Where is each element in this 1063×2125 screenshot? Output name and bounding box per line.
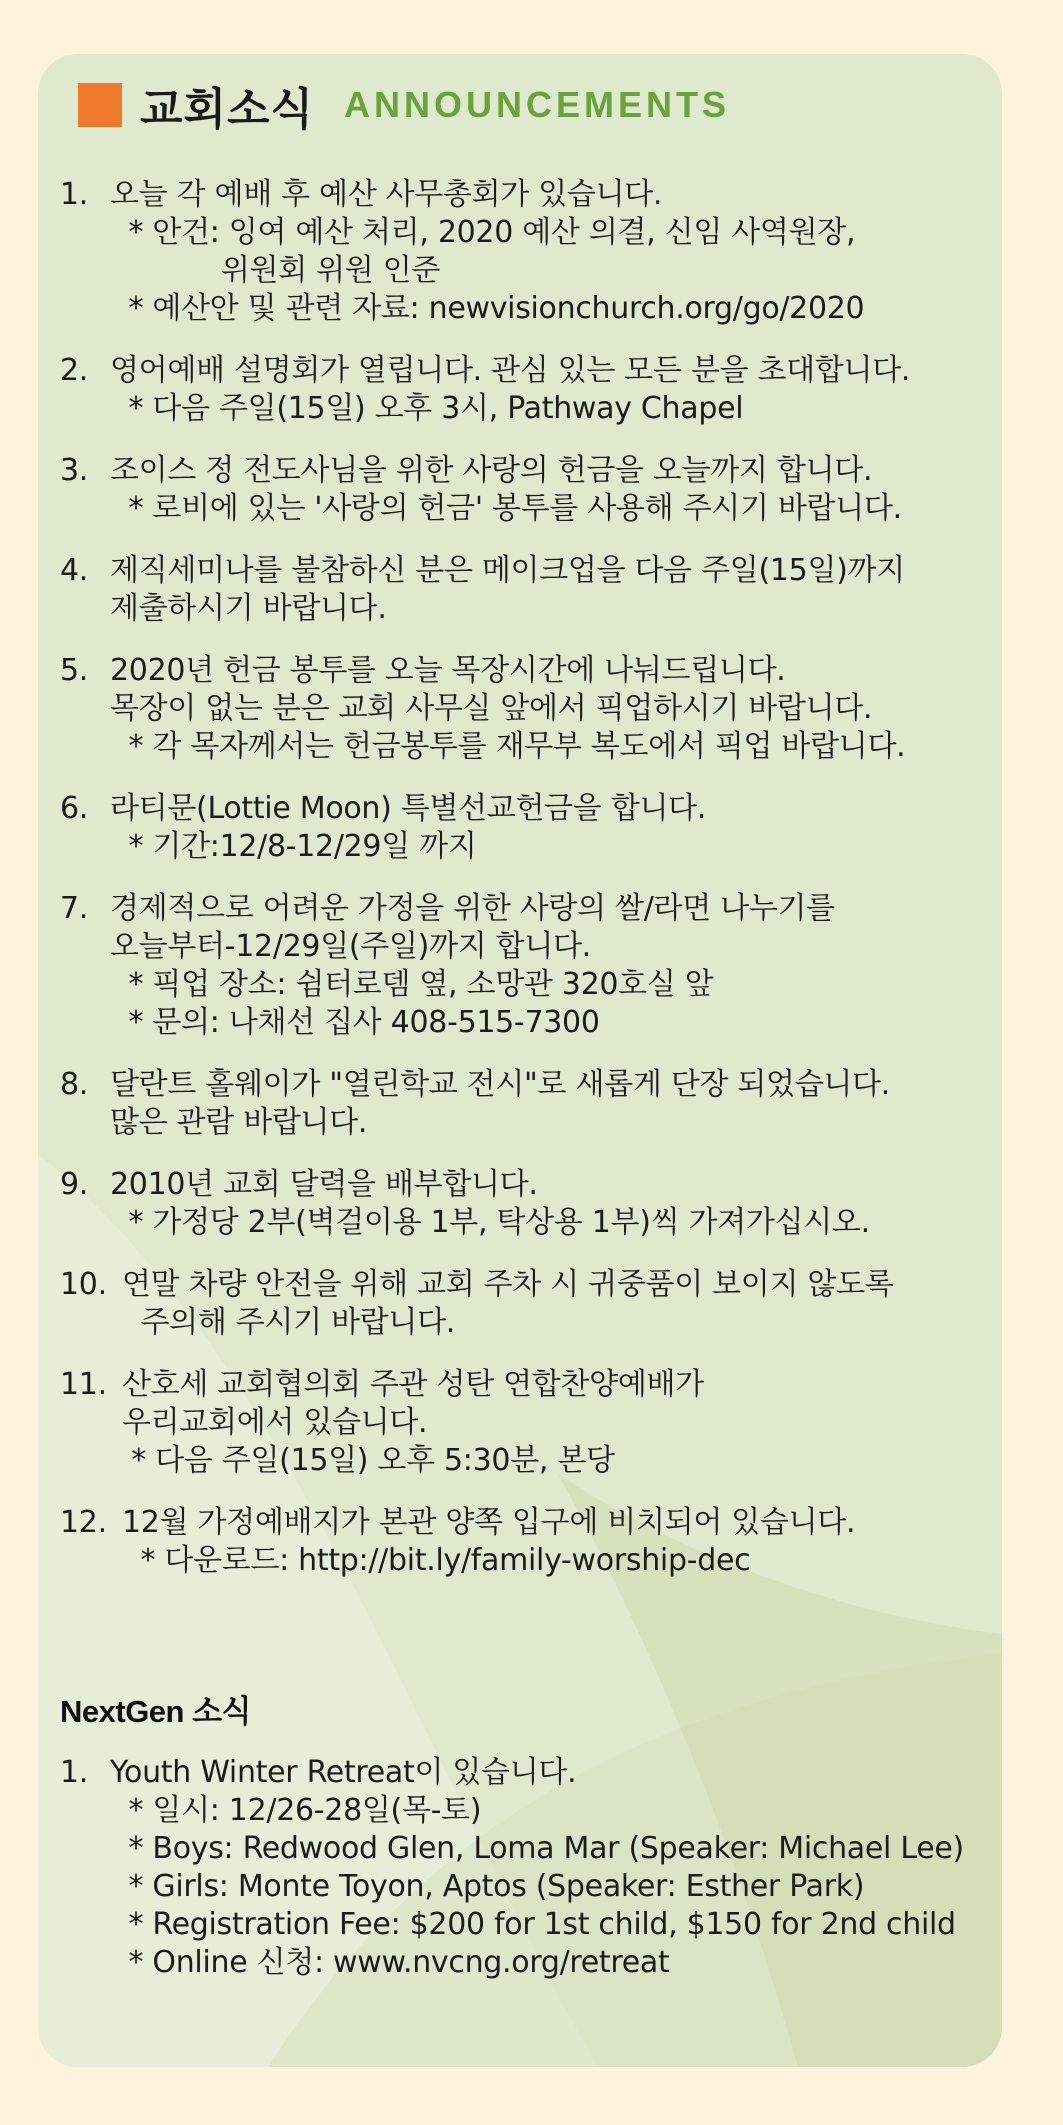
list-item xyxy=(58,652,988,766)
announcements-panel xyxy=(38,54,1002,2067)
item-line: 조이스 정 전도사님을 위한 사랑의 헌금을 오늘까지 합니다. xyxy=(110,453,873,488)
item-line: * 가정당 2부(벽걸이용 1부, 탁상용 1부)씩 가져가십시오. xyxy=(110,1205,870,1240)
item-line: * 다음 주일(15일) 오후 5:30분, 본당 xyxy=(122,1443,615,1478)
item-line: 산호세 교회협의회 주관 성탄 연합찬양예배가 xyxy=(122,1367,704,1402)
list-item xyxy=(58,890,988,1042)
title-english: ANNOUNCEMENTS xyxy=(344,84,731,125)
orange-square-icon xyxy=(78,83,122,127)
item-line: 2010년 교회 달력을 배부합니다. xyxy=(110,1167,538,1202)
item-number: 6. xyxy=(60,791,89,826)
list-item xyxy=(58,1754,988,1982)
item-line: 주의해 주시기 바랍니다. xyxy=(122,1305,455,1340)
announcements-header xyxy=(78,76,730,134)
item-line: * 로비에 있는 '사랑의 헌금' 봉투를 사용해 주시기 바랍니다. xyxy=(110,491,902,526)
list-item xyxy=(58,1366,988,1480)
item-line: * Boys: Redwood Glen, Loma Mar (Speaker: Michael Lee) xyxy=(110,1831,964,1866)
list-item xyxy=(58,352,988,428)
item-line: * Registration Fee: $200 for 1st child, $150 for 2nd child xyxy=(110,1907,956,1942)
item-line: 연말 차량 안전을 위해 교회 주차 시 귀중품이 보이지 않도록 xyxy=(122,1267,894,1302)
list-item xyxy=(58,1166,988,1242)
item-line: 오늘 각 예배 후 예산 사무총회가 있습니다. xyxy=(110,177,663,212)
nextgen-section-title: NextGen 소식 xyxy=(60,1694,251,1729)
item-line: 오늘부터-12/29일(주일)까지 합니다. xyxy=(110,929,591,964)
item-line: * Girls: Monte Toyon, Aptos (Speaker: Esther Park) xyxy=(110,1869,865,1904)
item-line: 많은 관람 바랍니다. xyxy=(110,1105,368,1140)
item-line: * 각 목자께서는 헌금봉투를 재무부 복도에서 픽업 바랍니다. xyxy=(110,729,906,764)
item-line: 제직세미나를 불참하신 분은 메이크업을 다음 주일(15일)까지 xyxy=(110,553,905,588)
item-line: 영어예배 설명회가 열립니다. 관심 있는 모든 분을 초대합니다. xyxy=(110,353,911,388)
item-line: * 다음 주일(15일) 오후 3시, Pathway Chapel xyxy=(110,391,744,426)
list-item xyxy=(58,1266,988,1342)
item-line: Youth Winter Retreat이 있습니다. xyxy=(110,1755,577,1790)
item-number: 7. xyxy=(60,891,89,926)
item-number: 12. xyxy=(60,1505,107,1540)
item-number: 8. xyxy=(60,1067,89,1102)
item-number: 2. xyxy=(60,353,89,388)
item-line: 달란트 홀웨이가 "열린학교 전시"로 새롭게 단장 되었습니다. xyxy=(110,1067,890,1102)
item-line: * 다운로드: http://bit.ly/family-worship-dec xyxy=(122,1543,751,1578)
item-line: 우리교회에서 있습니다. xyxy=(122,1405,428,1440)
item-line: * 일시: 12/26-28일(목-토) xyxy=(110,1793,482,1828)
item-line: 제출하시기 바랍니다. xyxy=(110,591,387,626)
item-line: * 픽업 장소: 쉼터로뎀 옆, 소망관 320호실 앞 xyxy=(110,967,714,1002)
item-line: * 문의: 나채선 집사 408-515-7300 xyxy=(110,1005,600,1040)
list-item xyxy=(58,1066,988,1142)
item-number: 5. xyxy=(60,653,89,688)
item-line: * 안건: 잉여 예산 처리, 2020 예산 의결, 신임 사역원장, xyxy=(110,215,856,250)
item-number: 1. xyxy=(60,1755,89,1790)
list-item xyxy=(58,790,988,866)
item-line: * 기간:12/8-12/29일 까지 xyxy=(110,829,477,864)
item-number: 10. xyxy=(60,1267,107,1302)
announcement-list xyxy=(58,176,988,1604)
list-item xyxy=(58,452,988,528)
item-number: 4. xyxy=(60,553,89,588)
list-item xyxy=(58,176,988,328)
item-line: 2020년 헌금 봉투를 오늘 목장시간에 나눠드립니다. xyxy=(110,653,786,688)
item-number: 9. xyxy=(60,1167,89,1202)
item-line: * 예산안 및 관련 자료: newvisionchurch.org/go/2020 xyxy=(110,291,865,326)
list-item xyxy=(58,1504,988,1580)
list-item xyxy=(58,552,988,628)
item-line: 경제적으로 어려운 가정을 위한 사랑의 쌀/라면 나누기를 xyxy=(110,891,835,926)
item-line: 12월 가정예배지가 본관 양쪽 입구에 비치되어 있습니다. xyxy=(122,1505,856,1540)
item-line: 목장이 없는 분은 교회 사무실 앞에서 픽업하시기 바랍니다. xyxy=(110,691,873,726)
nextgen-list xyxy=(58,1754,988,2006)
item-line: 위원회 위원 인준 xyxy=(110,253,441,288)
title-korean: 교회소식 xyxy=(140,84,315,135)
item-number: 1. xyxy=(60,177,89,212)
item-line: * Online 신청: www.nvcng.org/retreat xyxy=(110,1945,670,1980)
item-line: 라티문(Lottie Moon) 특별선교헌금을 합니다. xyxy=(110,791,707,826)
item-number: 11. xyxy=(60,1367,107,1402)
item-number: 3. xyxy=(60,453,89,488)
